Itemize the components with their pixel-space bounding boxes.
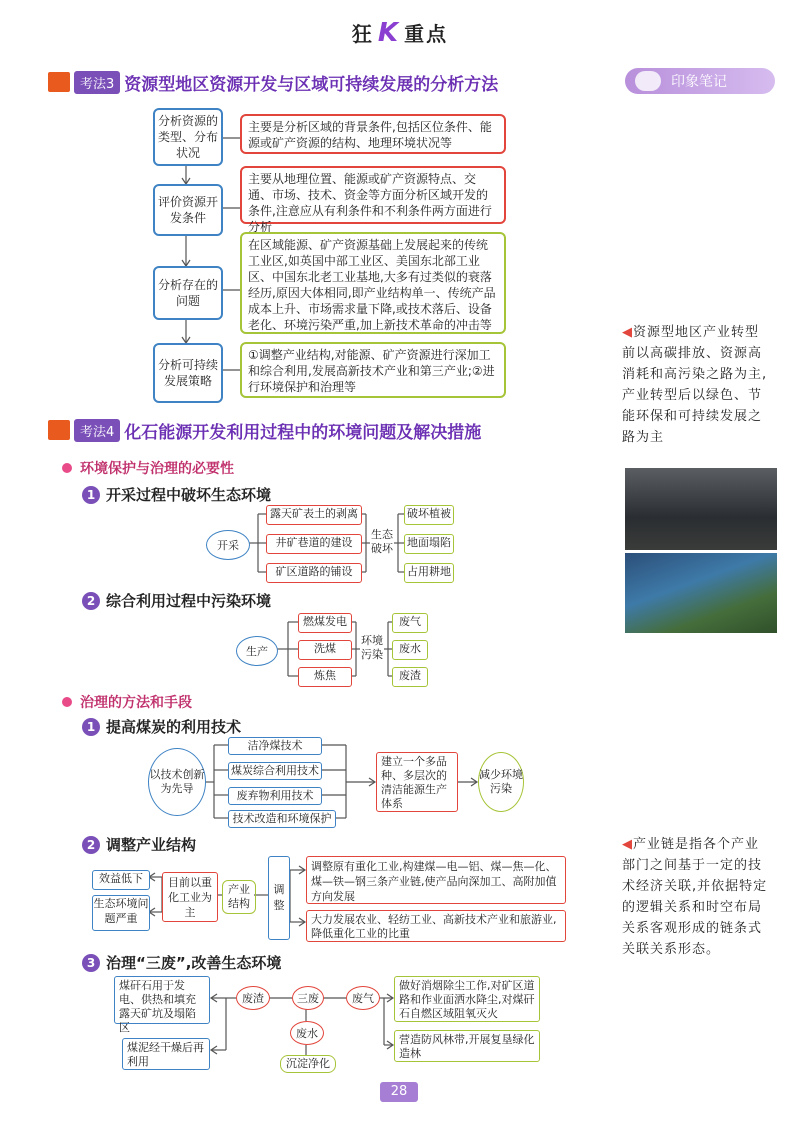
m1-tech-1: 洁净煤技术 [228,737,322,755]
methods-heading: 治理的方法和手段 [62,692,192,712]
section-title-text: 化石能源开发利用过程中的环境问题及解决措施 [124,422,482,443]
step-text-3: 在区域能源、矿产资源基础上发展起来的传统工业区,如英国中部工业区、美国东北部工业区、中国东北老工业基地,大多有过类似的衰落经历,原因大体相同,即产业结构单一、传统产品成本上升、市场需求量下降,或技术落后、设备老化、环境污染严重,加上新技术革命的冲击等 [240,232,506,334]
section-tag: 考法4 [74,419,120,442]
page-number: 28 [380,1082,418,1102]
item2-middle-1: 燃煤发电 [298,613,352,633]
m3-water-sol: 沉淀净化 [280,1055,336,1073]
m2-plan-1: 调整原有重化工业,构建煤—电—铝、煤—焦—化、煤—铁—钢三条产业链,使产品向深加工、高附加值方向发展 [306,856,566,904]
item2-result-3: 废渣 [392,667,428,687]
item2-effect: 环境污染 [361,634,383,661]
m1-root: 以技术创新为先导 [148,748,206,816]
item1-result-3: 占用耕地 [404,563,454,583]
m3-slag-sol-2: 煤泥经干燥后再利用 [122,1038,210,1070]
item1-effect: 生态破坏 [371,528,393,555]
book-icon [48,420,70,440]
m3-water: 废水 [290,1021,324,1045]
triangle-icon: ◀ [622,837,633,852]
item2-result-1: 废气 [392,613,428,633]
m3-gas-sol-1: 做好消烟除尘工作,对矿区道路和作业面洒水降尘,对煤矸石自燃区域阻氧灭火 [394,976,540,1022]
item2-heading: 2 综合利用过程中污染环境 [82,590,271,611]
m1-outcome: 减少环境污染 [478,752,524,812]
m2-cause-center: 目前以重化工业为主 [162,872,218,922]
header-text-1: 狂 [351,22,374,46]
header-text-2: 重点 [404,22,449,46]
side-note-1: ◀资源型地区产业转型前以高碳排放、资源高消耗和高污染之路为主,产业转型后以绿色、节能环保和可持续发展之路为主 [622,325,768,445]
number-badge: 1 [82,486,100,504]
item2-root: 生产 [236,636,278,666]
m3-gas-sol-2: 营造防风林带,开展复垦绿化造林 [394,1030,540,1062]
number-badge: 2 [82,592,100,610]
number-badge: 3 [82,954,100,972]
number-badge: 2 [82,836,100,854]
number-badge: 1 [82,718,100,736]
m1-tech-3: 废弃物利用技术 [228,787,322,805]
green-landscape-photo [625,553,777,633]
m1-tech-2: 煤炭综合利用技术 [228,762,322,780]
item1-result-2: 地面塌陷 [404,534,454,554]
section-4-title [48,418,481,442]
smokestack-photo [625,468,777,550]
item1-result-1: 破坏植被 [404,505,454,525]
side-note-2: ◀产业链是指各个产业部门之间基于一定的技术经济关联,并依据特定的逻辑关系和时空布局关系客观形成的链条式关联关系形态。 [622,837,768,957]
section-tag: 考法3 [74,71,120,94]
triangle-icon: ◀ [622,325,633,340]
necessity-heading: 环境保护与治理的必要性 [62,458,234,478]
m3-slag: 废渣 [236,986,270,1010]
bullet-icon [62,697,72,707]
item2-middle-2: 洗煤 [298,640,352,660]
item1-middle-1: 露天矿表土的剥离 [266,505,362,525]
section-title-text: 资源型地区资源开发与区域可持续发展的分析方法 [124,74,499,95]
header-k-logo: K [377,18,401,48]
step-text-1: 主要是分析区域的背景条件,包括区位条件、能源或矿产资源的结构、地理环境状况等 [240,114,506,154]
m2-struct: 产业结构 [222,880,256,914]
m3-heading: 3 治理“三废”,改善生态环境 [82,952,281,973]
step-label-1: 分析资源的类型、分布状况 [153,108,223,166]
m2-cause-1: 效益低下 [92,870,150,890]
item2-result-2: 废水 [392,640,428,660]
m2-cause-2: 生态环境问题严重 [92,895,150,931]
item1-middle-2: 井矿巷道的建设 [266,534,362,554]
item1-root: 开采 [206,530,250,560]
m2-adjust: 调整 [268,856,290,940]
step-label-2: 评价资源开发条件 [153,184,223,236]
step-label-3: 分析存在的问题 [153,266,223,320]
m1-tech-4: 技术改造和环境保护 [228,810,336,828]
step-text-2: 主要从地理位置、能源或矿产资源特点、交通、市场、技术、资金等方面分析区域开发的条件,注意应从有利条件和不利条件两方面进行分析 [240,166,506,224]
m1-heading: 1 提高煤炭的利用技术 [82,716,241,737]
step-text-4: ①调整产业结构,对能源、矿产资源进行深加工和综合利用,发展高新技术产业和第三产业;②进行环境保护和治理等 [240,342,506,398]
bullet-icon [62,463,72,473]
item1-middle-3: 矿区道路的铺设 [266,563,362,583]
m1-result: 建立一个多品种、多层次的清洁能源生产体系 [376,752,458,812]
item2-middle-3: 炼焦 [298,667,352,687]
m2-heading: 2 调整产业结构 [82,834,196,855]
m3-center: 三废 [292,986,324,1010]
item1-heading: 1 开采过程中破坏生态环境 [82,484,271,505]
m3-slag-sol-1: 煤矸石用于发电、供热和填充露天矿坑及塌陷区 [114,976,210,1024]
m2-plan-2: 大力发展农业、轻纺工业、高新技术产业和旅游业,降低重化工业的比重 [306,910,566,942]
m3-gas: 废气 [346,986,380,1010]
note-banner-label: 印象笔记 [671,74,727,90]
step-label-4: 分析可持续发展策略 [153,343,223,403]
